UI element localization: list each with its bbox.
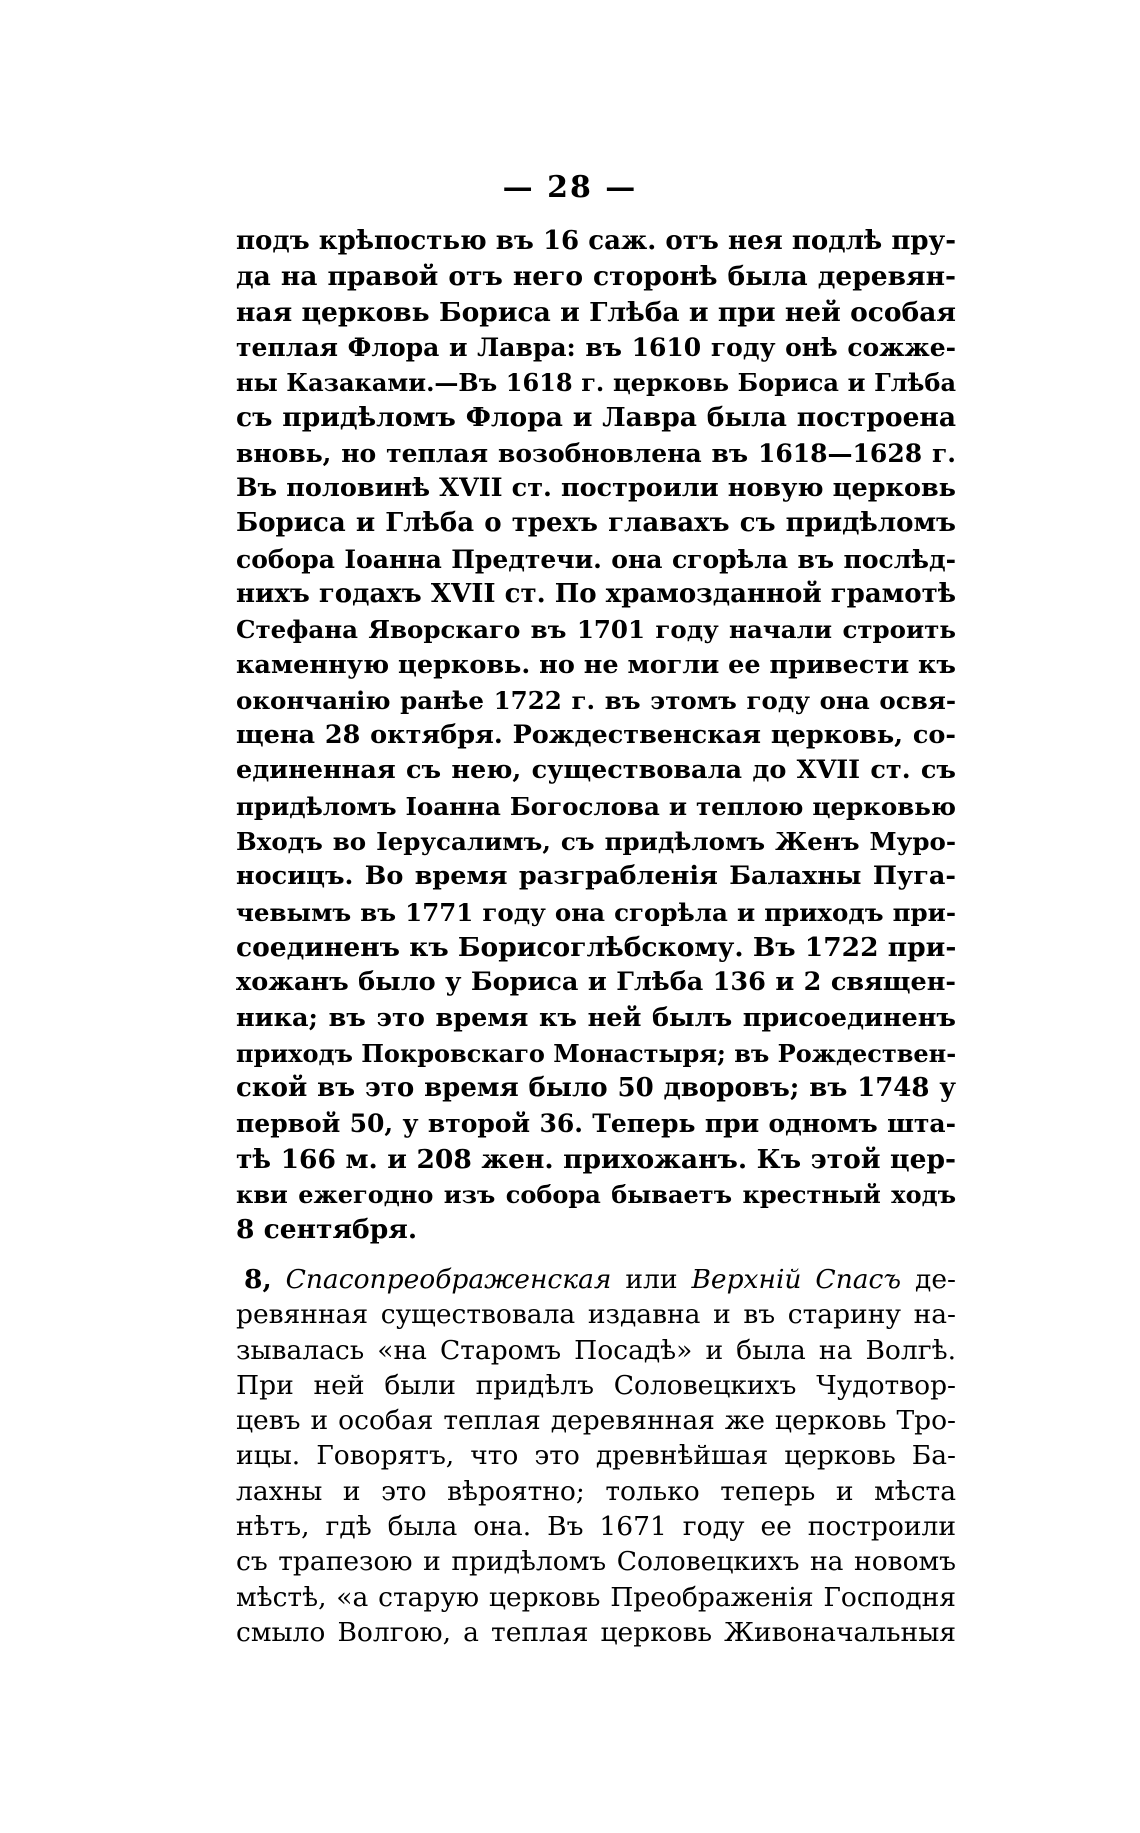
text-line: хожанъ было у Бориса и Глѣба 136 и 2 священ-: [236, 967, 956, 998]
text-line: смыло Волгою, а теплая церковь Живоначальныя: [236, 1616, 956, 1648]
paragraph-1: [236, 224, 956, 1248]
text-line: чевымъ въ 1771 году она сгорѣла и приходъ при-: [236, 897, 956, 927]
text-line: кви ежегодно изъ собора бываетъ крестный ходъ: [236, 1180, 956, 1210]
paragraph-2: [236, 1262, 956, 1650]
text-line: съ придѣломъ Флора и Лавра была построена: [236, 402, 956, 434]
text-line: зывалась «на Старомъ Посадѣ» и была на Волгѣ.: [236, 1334, 956, 1366]
text-line: ная церковь Бориса и Глѣба и при ней особая: [236, 296, 956, 328]
text-line: придѣломъ Іоанна Богослова и теплою церковью: [236, 791, 956, 821]
text-line: ны Казаками.—Въ 1618 г. церковь Бориса и Глѣба: [236, 368, 956, 398]
text-line: первой 50, у второй 36. Теперь при одномъ шта-: [236, 1109, 956, 1139]
text-line: Стефана Яворскаго въ 1701 году начали строить: [236, 615, 956, 645]
text-line: каменную церковь. но не могли ее привести къ: [236, 649, 956, 680]
text-line: Входъ во Іерусалимъ, съ придѣломъ Женъ Муро-: [236, 827, 956, 857]
text-line: При ней были придѣлъ Соловецкихъ Чудотвор-: [236, 1369, 956, 1401]
church-name-2: Верхній Спасъ: [691, 1264, 902, 1295]
section-number: 8,: [244, 1264, 272, 1295]
text-line: соединенъ къ Борисоглѣбскому. Въ 1722 при-: [236, 931, 956, 963]
text-line: вновь, но теплая возобновлена въ 1618—1628 г.: [236, 438, 956, 468]
text-line: да на правой отъ него сторонѣ была деревян-: [236, 261, 956, 293]
line-tail: де-: [915, 1264, 956, 1295]
text-line: собора Іоанна Предтечи. она сгорѣла въ послѣд-: [236, 544, 956, 574]
text-line: ревянная существовала издавна и въ старину на-: [236, 1299, 956, 1331]
text-line: ника; въ это время къ ней былъ присоединенъ: [236, 1002, 956, 1033]
text-line: единенная съ нею, существовала до XVII ст. съ: [236, 755, 956, 786]
text-line: нихъ годахъ XVII ст. По храмозданной грамотѣ: [236, 578, 956, 609]
text-line: цевъ и особая теплая деревянная же церковь Тро-: [236, 1405, 956, 1437]
text-line: 8 сентября.: [236, 1214, 418, 1246]
text-line: Въ половинѣ XVII ст. построили новую церковь: [236, 473, 956, 504]
text-line: Бориса и Глѣба о трехъ главахъ съ придѣломъ: [236, 508, 956, 539]
text-line: ской въ это время было 50 дворовъ; въ 1748 у: [236, 1073, 956, 1104]
church-name-1: Спасопреображенская: [285, 1264, 612, 1295]
paragraph-2-heading-line: [236, 1262, 956, 1297]
text-line: тѣ 166 м. и 208 жен. прихожанъ. Къ этой цер-: [236, 1143, 956, 1175]
text-line: подъ крѣпостью въ 16 саж. отъ нея подлѣ пру-: [236, 226, 956, 256]
text-line: щена 28 октября. Рождественская церковь, со-: [236, 720, 956, 751]
text-line: носицъ. Во время разграбленія Балахны Пуга-: [236, 861, 956, 892]
text-line: лахны и это вѣроятно; только теперь и мѣста: [236, 1475, 956, 1507]
text-line: мѣстѣ, «а старую церковь Преображенія Господня: [236, 1581, 956, 1613]
text-line: ицы. Говорятъ, что это древнѣйшая церковь Ба-: [236, 1440, 956, 1472]
text-line: приходъ Покровскаго Монастыря; въ Рождествен-: [236, 1038, 956, 1068]
text-line: съ трапезою и придѣломъ Соловецкихъ на новомъ: [236, 1546, 956, 1578]
connector-word: или: [625, 1264, 678, 1295]
text-line: теплая Флора и Лавра: въ 1610 году онѣ сожже-: [236, 332, 956, 362]
page-number: — 28 —: [502, 170, 638, 205]
text-line: окончанію ранѣе 1722 г. въ этомъ году она освя-: [236, 685, 956, 715]
text-line: нѣтъ, гдѣ была она. Въ 1671 году ее построили: [236, 1511, 956, 1543]
